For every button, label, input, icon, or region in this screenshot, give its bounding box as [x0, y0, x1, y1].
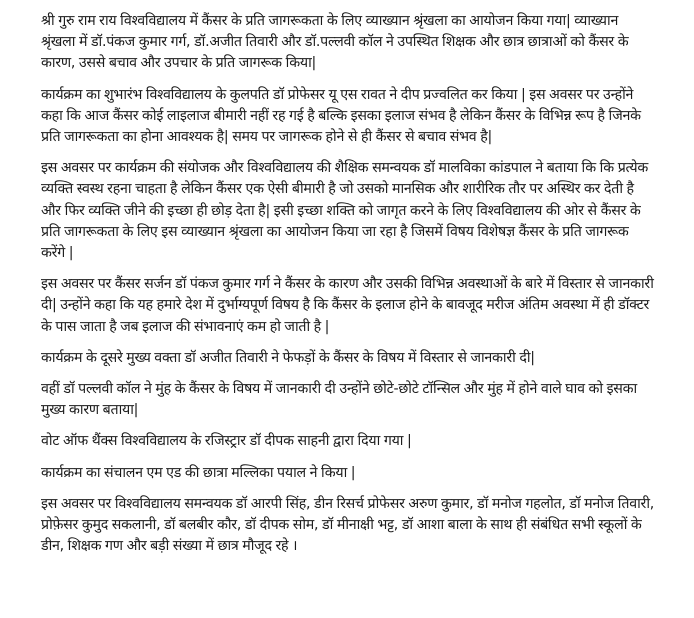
- paragraph-inauguration: कार्यक्रम का शुभारंभ विश्वविद्यालय के कुलपति डॉ प्रोफेसर यू एस रावत ने दीप प्रज्वलित कर किया | इस अवसर पर उन्होंने कहा कि आज कैंसर कोई लाइलाज बीमारी नहीं रह गई है बल्कि इसका इलाज संभव है लेकिन कैंसर के विभिन्न रूप है जिनके प्रति जागरूकता का होना आवश्यक है| समय पर जागरूक होने से ही कैंसर से बचाव संभव है|: [41, 86, 641, 146]
- paragraph-intro: श्री गुरु राम राय विश्वविद्यालय में कैंसर के प्रति जागरूकता के लिए व्याख्यान श्रृंखला का आयोजन किया गया| व्याख्यान श्रृंखला में डॉ.पंकज कुमार गर्ग, डॉ.अजीत तिवारी और डॉ.पल्लवी कॉल ने उपस्थित शिक्षक और छात्र छात्राओं को कैंसर के कारण, उससे बचाव और उपचार के प्रति जागरूक किया|: [41, 13, 629, 72]
- paragraph-anchor: कार्यक्रम का संचालन एम एड की छात्रा मल्लिका पयाल ने किया |: [41, 464, 356, 481]
- document-body: [41, 11, 655, 567]
- paragraph-second-speaker: कार्यक्रम के दूसरे मुख्य वक्ता डॉ अजीत तिवारी ने फेफड़ों के कैंसर के विषय में विस्तार से जानकारी दी|: [41, 349, 535, 366]
- paragraph-coordinator-remarks: इस अवसर पर कार्यक्रम की संयोजक और विश्वविद्यालय की शैक्षिक समन्वयक डॉ मालविका कांडपाल ने बताया कि कि प्रत्येक व्यक्ति स्वस्थ रहना चाहता है लेकिन कैंसर एक ऐसी बीमारी है जो उसको मानसिक और शारीरिक तौर पर अस्थिर कर देती है और फिर व्यक्ति जीने की इच्छा ही छोड़ देता है| इसी इच्छा शक्ति को जागृत करने के लिए विश्वविद्यालय की ओर से कैंसर के प्रति जागरूकता के लिए इस व्याख्यान श्रृंखला का आयोजन किया जा रहा है जिसमें विषय विशेषज्ञ कैंसर के प्रति जागरूक करेंगे |: [41, 160, 649, 262]
- paragraph-third-speaker: वहीं डॉ पल्लवी कॉल ने मुंह के कैंसर के विषय में जानकारी दी उन्होंने छोटे-छोटे टॉन्सिल और मुंह में होने वाले घाव को इसका मुख्य कारण बताया|: [41, 381, 637, 419]
- paragraph-vote-of-thanks: वोट ऑफ थैंक्स विश्वविद्यालय के रजिस्ट्रार डॉ दीपक साहनी द्वारा दिया गया |: [41, 433, 412, 450]
- paragraph-attendees: इस अवसर पर विश्वविद्यालय समन्वयक डॉ आरपी सिंह, डीन रिसर्च प्रोफेसर अरुण कुमार, डॉ मनोज गहलोत, डॉ मनोज तिवारी, प्रोफ़ेसर कुमुद सकलानी, डॉ बलबीर कौर, डॉ दीपक सोम, डॉ मीनाक्षी भट्ट, डॉ आशा बाला के साथ ही संबंधित सभी स्कूलों के डीन, शिक्षक गण और बड़ी संख्या में छात्र मौजूद रहे ।: [41, 495, 655, 555]
- paragraph-surgeon-remarks: इस अवसर पर कैंसर सर्जन डॉ पंकज कुमार गर्ग ने कैंसर के कारण और उसकी विभिन्न अवस्थाओं के बारे में विस्तार से जानकारी दी| उन्होंने कहा कि यह हमारे देश में दुर्भाग्यपूर्ण विषय है कि कैंसर के इलाज होने के बावजूद मरीज अंतिम अवस्था में ही डॉक्टर के पास जाता है जब इलाज की संभावनाएं कम हो जाती है |: [41, 276, 654, 335]
